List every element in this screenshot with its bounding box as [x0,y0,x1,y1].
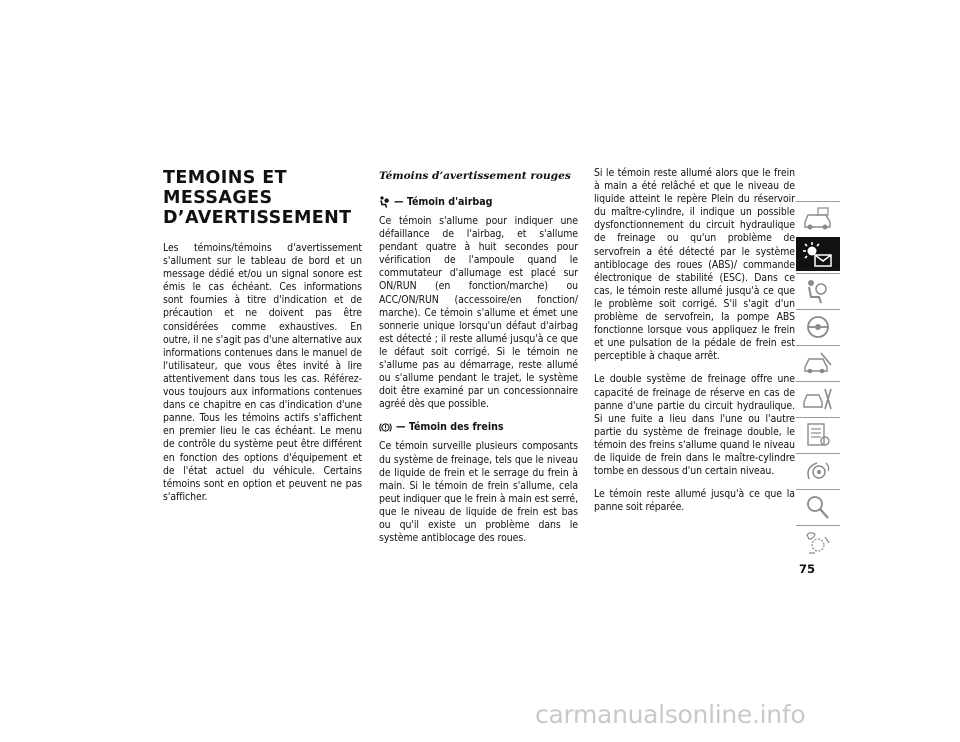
airbag-heading [379,196,578,208]
watermark: carmanualsonline.info [535,700,806,729]
magnifier-icon [801,493,835,521]
tab-warning-lights[interactable] [796,237,840,271]
tab-car[interactable] [796,201,840,235]
languages-icon [801,529,835,557]
car-icon [801,206,835,232]
column-intro [163,168,362,514]
brake-heading [379,421,578,433]
tab-seat-airbag[interactable] [796,273,840,307]
column-brake-details [594,167,795,524]
brake-warning-icon [379,422,392,433]
specifications-icon [801,421,835,449]
chapter-tabs [796,201,840,561]
multimedia-icon [801,457,835,485]
airbag-icon [379,196,390,208]
seat-airbag-icon [801,277,835,305]
page-number: 75 [799,562,816,576]
brake-detail-paragraph-2: Le double système de freinage offre une capacité de freinage de réserve en cas de panne d'une partie du circuit hydraulique. Si une fuite a lieu dans l'une ou l'autre partie du système de freinage double, le témoin des freins s'allume quand le niveau de liquide de frein dans le maître-cylindre tombe en dessous d'un certain niveau. [594,373,795,478]
tab-index[interactable] [796,489,840,523]
brake-detail-paragraph-1: Si le témoin reste allumé alors que le frein à main a été relâché et que le niveau de liquide atteint le repère Plein du réservoir du maître-cylindre, il indique un possible dysfonctionnement du circuit hydraulique de freinage ou qu'un problème de servofrein a été détecté par le système antiblocage des roues (ABS)/ commande électronique de stabilité (ESC). Dans ce cas, le témoin reste allumé jusqu'à ce que le problème soit corrigé. S'il s'agit d'un problème de servofrein, la pompe ABS fonctionne lorsque vous appliquez le frein et une pulsation de la pédale de frein est perceptible à chaque arrêt. [594,167,795,363]
tab-emergency[interactable] [796,345,840,379]
brake-detail-paragraph-3: Le témoin reste allumé jusqu'à ce que la panne soit réparée. [594,488,795,514]
tab-multimedia[interactable] [796,453,840,487]
tab-languages[interactable] [796,525,840,559]
warning-lights-icon [801,241,835,269]
airbag-heading-text: — Témoin d'airbag [394,196,493,208]
brake-heading-text: — Témoin des freins [396,421,504,434]
airbag-paragraph: Ce témoin s'allume pour indiquer une défaillance de l'airbag, et s'allume pendant quatre à huit secondes pour vérification de l'ampoule quand le commutateur d'allumage est placé sur ON/RUN (en fonction/marche) ou ACC/ON/RUN (accessoire/en fonction/ marche). Ce témoin s'allume et émet une sonnerie unique lorsqu'un défaut d'airbag est détecté ; il reste allumé jusqu'à ce que le défaut soit corrigé. Si le témoin ne s'allume pas au démarrage, reste allumé ou s'allume pendant le trajet, le système doit être examiné par un concessionnaire agréé dès que possible. [379,215,578,411]
car-service-icon [801,385,835,413]
brake-paragraph: Ce témoin surveille plusieurs composants du système de freinage, tels que le niveau de liquide de frein et le serrage du frein à main. Si le témoin de frein s'allume, cela peut indiquer que le frein à main est serré, que le niveau de liquide de frein est bas ou qu'il existe un problème dans le système antiblocage des roues. [379,440,578,545]
tab-specifications[interactable] [796,417,840,451]
red-warnings-subtitle: Témoins d’avertissement rouges [379,170,571,182]
tab-steering[interactable] [796,309,840,343]
intro-paragraph: Les témoins/témoins d'avertissement s'allument sur le tableau de bord et un message dédié et/ou un signal sonore est émis le cas échéant. Ces informations sont fournies à titre d'indication et de précaution et ne doivent pas être considérées comme exhaustives. En outre, il ne s'agit pas d'une alternative aux informations contenues dans le manuel de l'utilisateur, que vous êtes invité à lire attentivement dans tous les cas. Référez-vous toujours aux informations contenues dans ce chapitre en cas d'indication d'une panne. Tous les témoins actifs s'affichent en premier lieu le cas échéant. Le menu de contrôle du système peut être différent en fonction des options d'équipement et de l'état actuel du véhicule. Certains témoins sont en option et peuvent ne pas s'afficher. [163,242,362,503]
tab-service[interactable] [796,381,840,415]
column-red-warnings [379,170,578,555]
section-title-line1: TEMOINS ET MESSAGES [163,168,287,208]
car-crash-icon [801,349,835,377]
section-title-line2: D’AVERTISSEMENT [163,208,352,228]
steering-wheel-icon [801,313,835,341]
section-title [163,168,362,228]
